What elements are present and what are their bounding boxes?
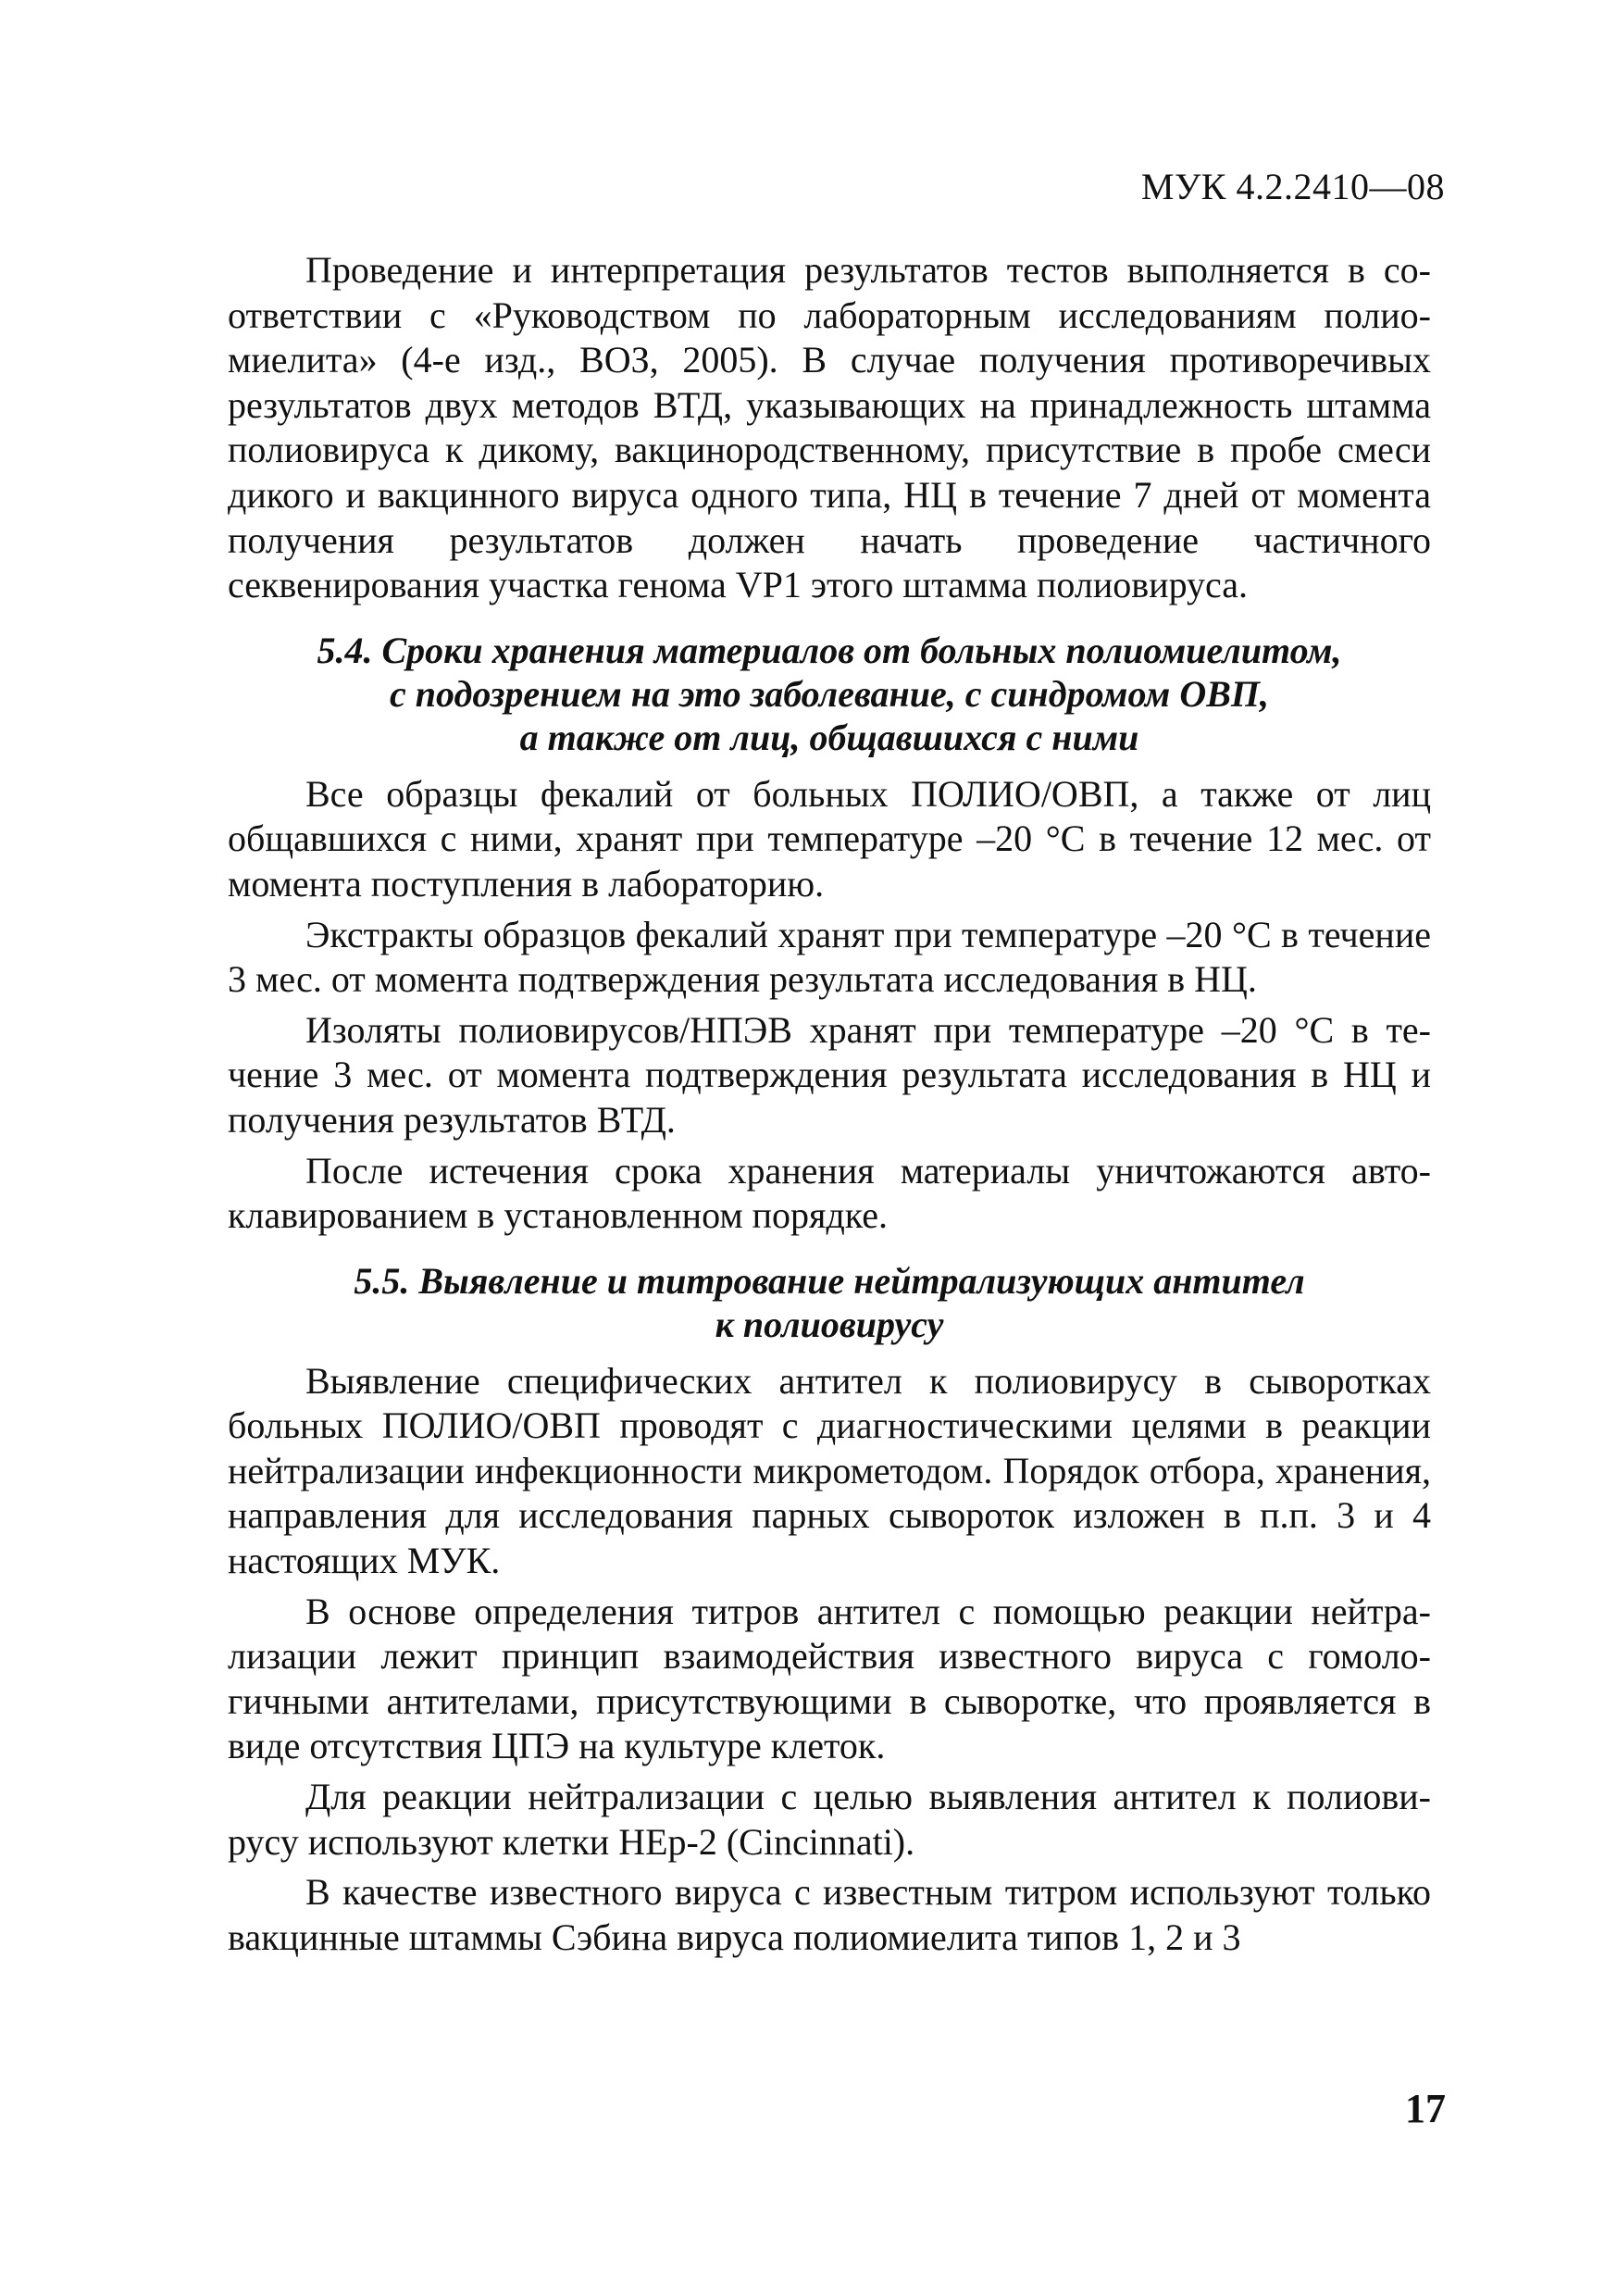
- section-heading-5-4-line-2: с подозрением на это заболевание, с синдромом ОВП,: [390, 672, 1269, 715]
- section-heading-5-5-line-2: к полиовирусу: [715, 1303, 944, 1345]
- section-5-5-paragraph-4: В качестве известного вируса с известным титром используют только вакцинные штаммы Сэбина вируса полиомиелита типов 1, 2 и 3: [228, 1871, 1431, 1958]
- section-heading-5-5-line-1: 5.5. Выявление и титрование нейтрализующих антител: [354, 1259, 1305, 1302]
- section-heading-5-4: [228, 629, 1431, 759]
- section-heading-5-5: [228, 1259, 1431, 1346]
- section-5-4-paragraph-2: Экстракты образцов фекалий хранят при температуре –20 °С в течение 3 мес. от момента подтверждения результата исследования в НЦ.: [228, 913, 1431, 1001]
- section-5-4-paragraph-3: Изоляты полиовирусов/НПЭВ хранят при температуре –20 °С в течение 3 мес. от момента подтверждения результата исследования в НЦ и получения результатов ВТД.: [228, 1008, 1431, 1141]
- section-5-4-paragraph-1: Все образцы фекалий от больных ПОЛИО/ОВП, а также от лиц общавшихся с ними, хранят при температуре –20 °С в течение 12 мес. от момента поступления в лабораторию.: [228, 772, 1431, 905]
- page-content: [228, 248, 1431, 1960]
- section-5-5-paragraph-2: В основе определения титров антител с помощью реакции нейтрализации лежит принцип взаимодействия известного вируса с гомологичными антителами, присутствующими в сыворотке, что проявляется в виде отсутствия ЦПЭ на культуре клеток.: [228, 1590, 1431, 1767]
- section-5-5-paragraph-3: Для реакции нейтрализации с целью выявления антител к полиовирусу используют клетки НЕр-2 (Cincinnati).: [228, 1776, 1431, 1863]
- page-number: 17: [1405, 2086, 1446, 2131]
- section-heading-5-4-line-3: а также от лиц, общавшихся с ними: [519, 716, 1139, 758]
- section-5-5-paragraph-1: Выявление специфических антител к полиовирусу в сыворотках больных ПОЛИО/ОВП проводят с диагностическими целями в реакции нейтрализации инфекционности микрометодом. Порядок отбора, хранения, направления для исследования парных сывороток изложен в п.п. 3 и 4 настоящих МУК.: [228, 1359, 1431, 1582]
- intro-paragraph: Проведение и интерпретация результатов тестов выполняется в соответствии с «Руководством по лабораторным исследованиям полиомиелита» (4-е изд., ВОЗ, 2005). В случае получения противоречивых результатов двух методов ВТД, указывающих на принадлежность штамма полиовируса к дикому, вакцинородственному, присутствие в пробе смеси дикого и вакцинного вируса одного типа, НЦ в течение 7 дней от момента получения результатов должен начать проведение частичного секвенирования участка генома VP1 этого штамма полиовируса.: [228, 249, 1431, 606]
- section-heading-5-4-line-1: 5.4. Сроки хранения материалов от больных полиомиелитом,: [317, 629, 1342, 671]
- document-code: МУК 4.2.2410—08: [1140, 166, 1445, 207]
- section-5-4-paragraph-4: После истечения срока хранения материалы уничтожаются автоклавированием в установленном порядке.: [228, 1149, 1431, 1237]
